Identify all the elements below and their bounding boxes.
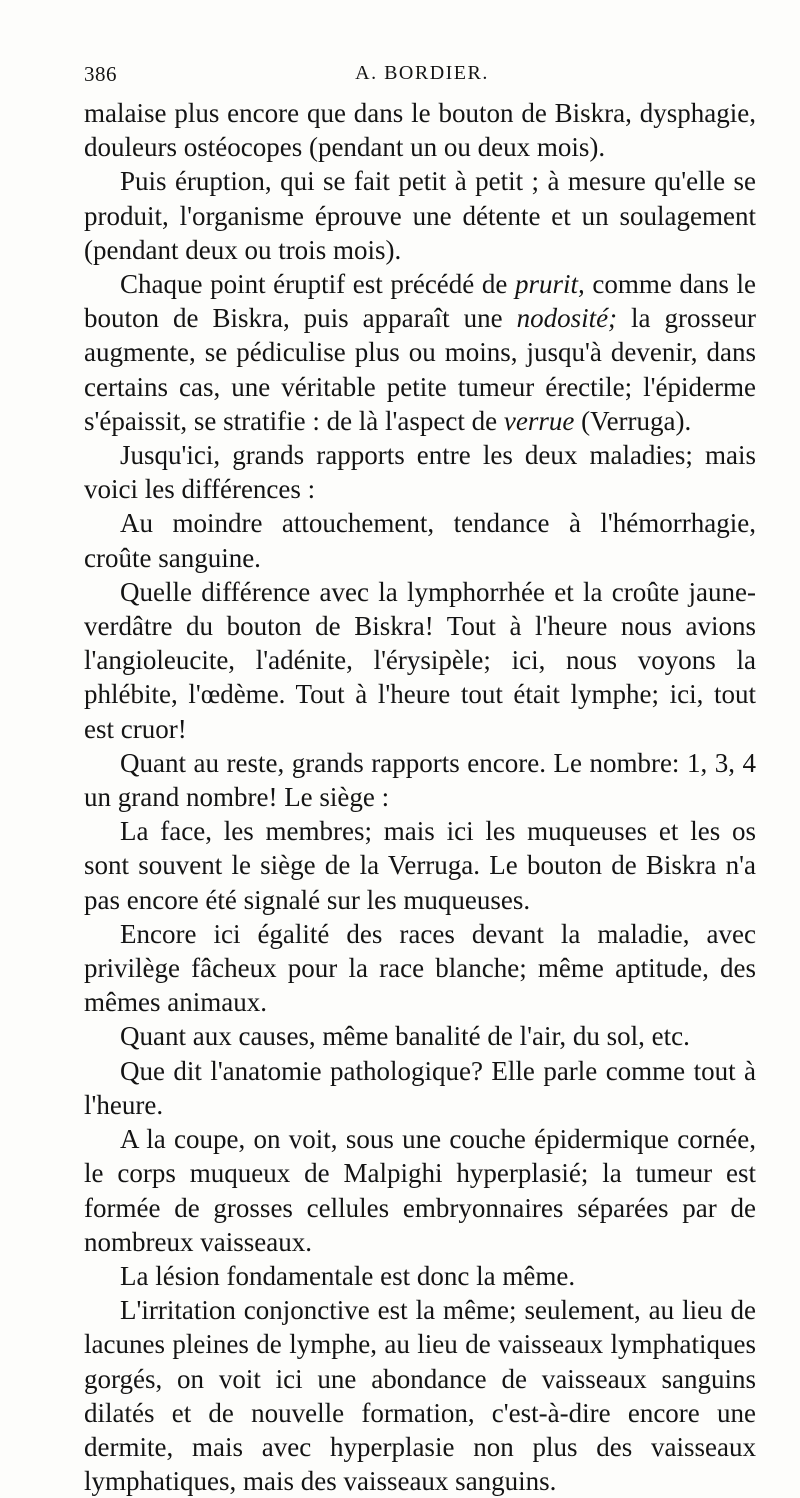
body-text — [84, 96, 756, 1498]
text-run: Quant au reste, grands rapports encore. Le nombre: 1, 3, 4 un grand nombre! Le siège : — [84, 747, 756, 813]
paragraph — [84, 1122, 756, 1259]
text-run: L'irritation conjonctive est la même; seulement, au lieu de lacunes pleines de lymphe, au lieu de vaisseaux lymphatiques gorgés, on voit ici une abondance de vaisseaux sanguins dilatés et de nouvelle formation, c'est-à-dire encore une dermite, mais avec hyperplasie non plus des vaisseaux lymphatiques, mais des vaisseaux sanguins. — [84, 1295, 756, 1497]
paragraph — [84, 746, 756, 814]
paragraph — [84, 575, 756, 746]
page-number: 386 — [84, 62, 117, 86]
running-head: A. BORDIER. — [355, 62, 489, 84]
paragraph — [84, 1259, 756, 1293]
text-run: A la coupe, on voit, sous une couche épidermique cornée, le corps muqueux de Malpighi hyperplasié; la tumeur est formée de grosses cellules embryonnaires séparées par de nombreux vaisseaux. — [84, 1124, 756, 1257]
paragraph — [84, 267, 756, 438]
text-run: Chaque point éruptif est précédé de — [120, 269, 515, 300]
text-run: Quant aux causes, même banalité de l'air, du sol, etc. — [120, 1021, 690, 1052]
text-run: comme dans le bouton de Biskra, puis apparaît une — [84, 269, 756, 334]
text-run: malaise plus encore que dans le bouton de Biskra, dysphagie, douleurs ostéocopes (pendant un ou deux mois). — [84, 98, 756, 163]
paragraph — [84, 1054, 756, 1122]
text-run: Jusqu'ici, grands rapports entre les deux maladies; mais voici les différences : — [84, 440, 756, 505]
paragraph — [84, 506, 756, 574]
text-run: (Verruga). — [574, 405, 692, 436]
paragraph — [84, 1019, 756, 1053]
paragraph — [84, 164, 756, 267]
italic-term: verrue — [503, 405, 575, 436]
page-header — [84, 62, 760, 92]
text-run: La face, les membres; mais ici les muqueuses et les os sont souvent le siège de la Verruga. Le bouton de Biskra n'a pas encore été signalé sur les muqueuses. — [84, 816, 756, 915]
paragraph — [84, 96, 756, 164]
italic-term: nodosité; — [516, 303, 618, 334]
paragraph — [84, 917, 756, 1020]
paragraph — [84, 438, 756, 506]
paragraph — [84, 814, 756, 917]
text-run: la grosseur augmente, se pédiculise plus ou moins, jusqu'à devenir, dans certains cas, une véritable petite tumeur érectile; l'épiderme s'épaissit, se stratifie : de là l'aspect de — [84, 303, 756, 436]
text-run: Puis éruption, qui se fait petit à petit ; à mesure qu'elle se produit, l'organisme éprouve une détente et un soulagement (pendant deux ou trois mois). — [84, 166, 756, 265]
text-run: Que dit l'anatomie pathologique? Elle parle comme tout à l'heure. — [84, 1055, 756, 1120]
paragraph — [84, 1293, 756, 1498]
text-run: Quelle différence avec la lymphorrhée et la croûte jaune-verdâtre du bouton de Biskra! Tout à l'heure nous avions l'angioleucite, l'adénite, l'érysipèle; ici, nous voyons la phlébite, l'œdème. Tout à l'heure tout était lymphe; ici, tout est cruor! — [84, 576, 756, 744]
italic-term: prurit, — [514, 269, 585, 300]
text-run: Au moindre attouchement, tendance à l'hémorrhagie, croûte sanguine. — [84, 508, 756, 573]
text-run: La lésion fondamentale est donc la même. — [120, 1260, 576, 1291]
text-run: Encore ici égalité des races devant la maladie, avec privilège fâcheux pour la race blanche; même aptitude, des mêmes animaux. — [84, 918, 756, 1018]
